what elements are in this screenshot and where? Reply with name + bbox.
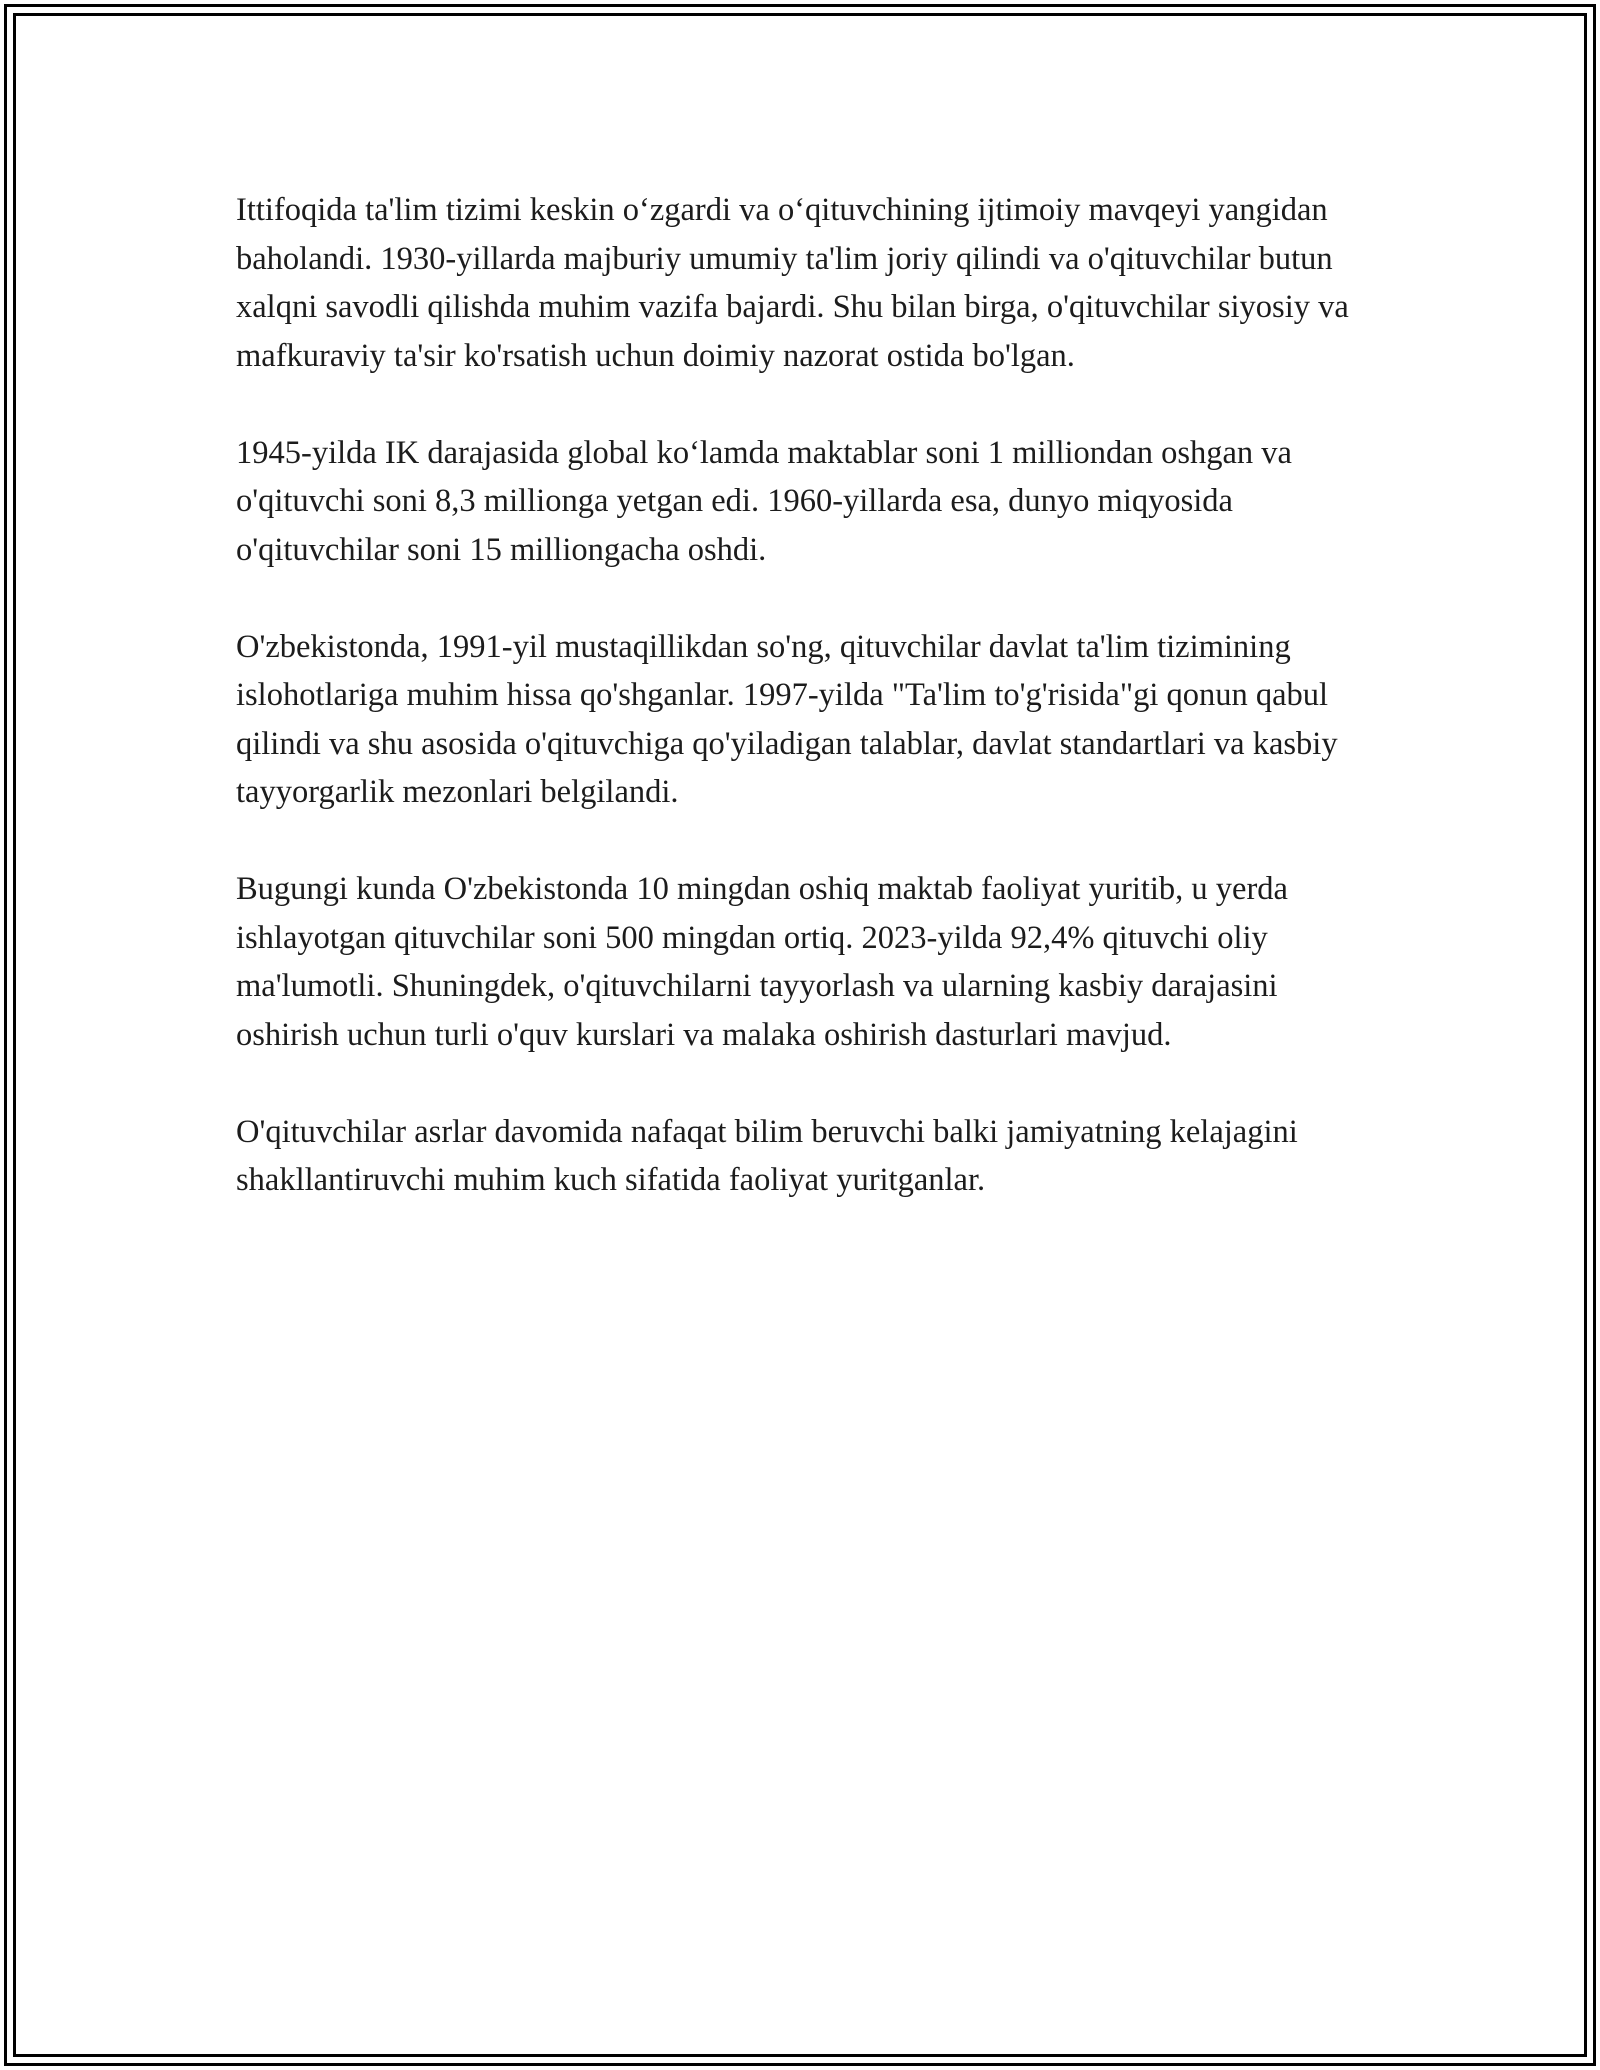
paragraph-uzbekistan-today: Bugungi kunda O'zbekistonda 10 mingdan oshiq maktab faoliyat yuritib, u yerda ishlayotgan qituvchilar soni 500 mingdan ortiq. 2023-yilda 92,4% qituvchi oliy ma'lumotli. Shuningdek, o'qituvchilarni tayyorlash va ularning kasbiy darajasini oshirish uchun turli o'quv kurslari va malaka oshirish dasturlari mavjud. — [236, 871, 1288, 1053]
paragraph-global-statistics: 1945-yilda IK darajasida global ko‘lamda maktablar soni 1 milliondan oshgan va o'qituvchi soni 8,3 millionga yetgan edi. 1960-yillarda esa, dunyo miqyosida o'qituvchilar soni 15 milliongacha oshdi. — [236, 434, 1292, 568]
paragraph-conclusion: O'qituvchilar asrlar davomida nafaqat bilim beruvchi balki jamiyatning kelajagini shakllantiruvchi muhim kuch sifatida faoliyat yuritganlar. — [236, 1113, 1298, 1198]
paragraph-uzbekistan-independence: O'zbekistonda, 1991-yil mustaqillikdan so'ng, qituvchilar davlat ta'lim tizimining islohotlariga muhim hissa qo'shganlar. 1997-yilda "Ta'lim to'g'risida"gi qonun qabul qilindi va shu asosida o'qituvchiga qo'yiladigan talablar, davlat standartlari va kasbiy tayyorgarlik mezonlari belgilandi. — [236, 628, 1338, 810]
paragraph-soviet-education: Ittifoqida ta'lim tizimi keskin o‘zgardi va o‘qituvchining ijtimoiy mavqeyi yangidan baholandi. 1930-yillarda majburiy umumiy ta'lim joriy qilindi va o'qituvchilar butun xalqni savodli qilishda muhim vazifa bajardi. Shu bilan birga, o'qituvchilar siyosiy va mafkuraviy ta'sir ko'rsatish uchun doimiy nazorat ostida bo'lgan. — [236, 192, 1349, 374]
document-body — [236, 186, 1366, 1253]
